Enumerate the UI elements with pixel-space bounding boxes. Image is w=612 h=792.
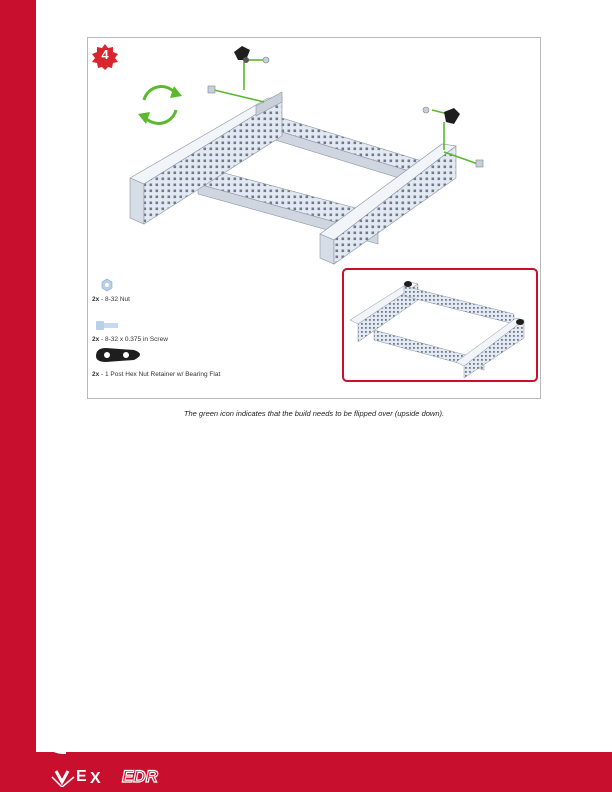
assembled-preview-illustration xyxy=(344,270,536,380)
part-qty: 2x xyxy=(92,336,100,343)
part-name: 8-32 Nut xyxy=(105,296,130,303)
assembled-preview-inset xyxy=(342,268,538,382)
svg-text:E: E xyxy=(76,768,87,785)
svg-text:X: X xyxy=(90,770,101,787)
build-step-figure xyxy=(87,37,541,399)
figure-caption: The green icon indicates that the build needs to be flipped over (upside down). xyxy=(183,409,445,418)
flip-over-icon xyxy=(138,86,182,124)
part-qty: 2x xyxy=(92,296,100,303)
svg-text:EDR: EDR xyxy=(122,767,158,786)
page-corner xyxy=(36,724,66,754)
part-item: 2x - 8-32 Nut xyxy=(92,296,130,303)
left-accent-bar xyxy=(0,0,36,792)
part-item: 2x - 1 Post Hex Nut Retainer w/ Bearing Flat xyxy=(92,371,221,378)
part-qty: 2x xyxy=(92,371,100,378)
vex-edr-logo-icon xyxy=(50,765,200,787)
step-number: 4 xyxy=(101,47,109,62)
screw-icon xyxy=(96,321,104,330)
part-item: 2x - 8-32 x 0.375 in Screw xyxy=(92,336,168,343)
nut-retainer-icon xyxy=(96,348,140,362)
part-name: 8-32 x 0.375 in Screw xyxy=(105,336,168,343)
part-name: 1 Post Hex Nut Retainer w/ Bearing Flat xyxy=(105,371,221,378)
